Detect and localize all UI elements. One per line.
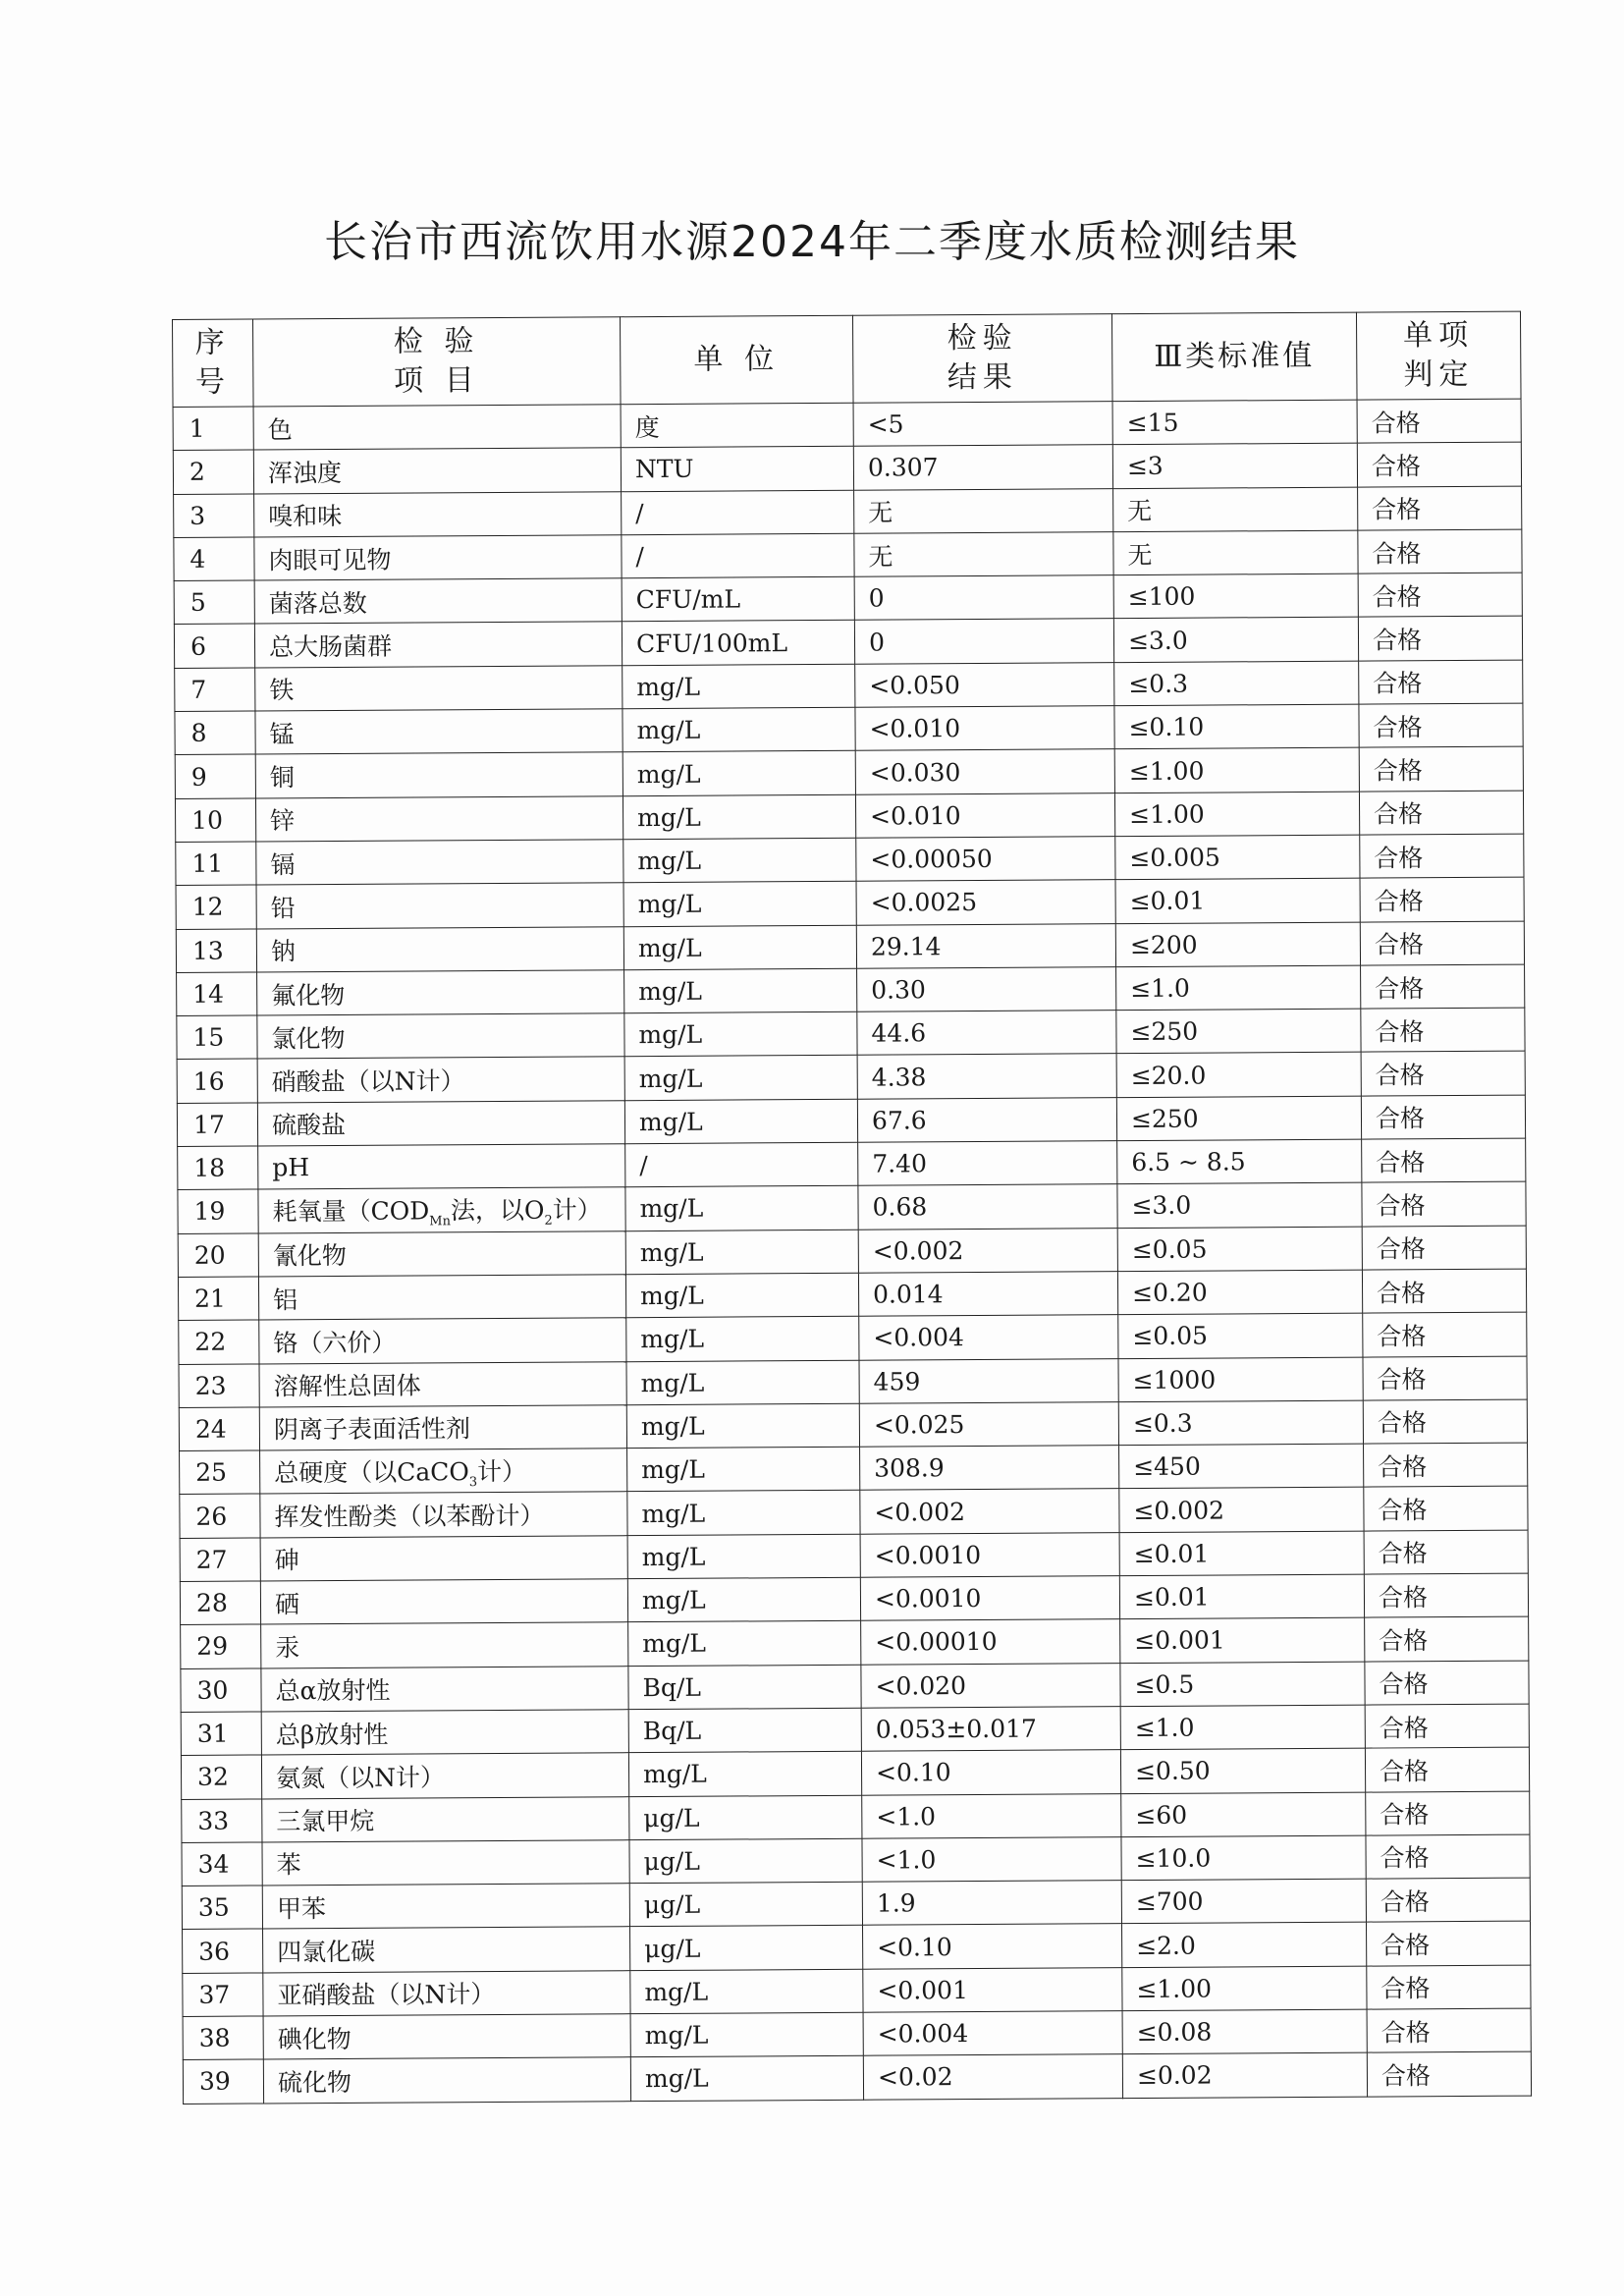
row-unit: mg/L: [623, 838, 856, 883]
row-item: 氨氮（以N计）: [261, 1753, 628, 1799]
row-result: <0.001: [863, 1967, 1122, 2012]
row-unit: mg/L: [630, 2056, 863, 2102]
row-item: [258, 1187, 625, 1233]
row-item: 硝酸盐（以N计）: [257, 1057, 624, 1103]
row-unit: mg/L: [624, 1056, 857, 1101]
row-judge: 合格: [1360, 877, 1524, 921]
row-result: 0.30: [857, 966, 1116, 1011]
row-item: 铝: [258, 1275, 625, 1321]
row-item: 总β放射性: [261, 1710, 628, 1756]
row-no: 7: [175, 668, 255, 712]
row-unit: Bq/L: [628, 1665, 861, 1710]
row-standard: ≤0.005: [1115, 835, 1360, 880]
header-no-line2: 号: [194, 364, 231, 400]
row-item: 锌: [255, 795, 623, 842]
row-item: 溶解性总固体: [259, 1361, 626, 1407]
row-unit: mg/L: [623, 794, 855, 840]
row-judge: 合格: [1367, 1965, 1531, 2009]
row-standard: ≤1.0: [1116, 965, 1361, 1011]
row-item: pH: [258, 1144, 625, 1190]
row-standard: ≤2.0: [1121, 1922, 1366, 1967]
row-result: 7.40: [858, 1141, 1117, 1186]
row-judge: 合格: [1363, 1312, 1527, 1356]
row-judge: 合格: [1363, 1399, 1527, 1444]
row-unit: mg/L: [627, 1491, 860, 1536]
row-standard: ≤0.50: [1120, 1748, 1365, 1793]
item-text: 计）: [552, 1195, 602, 1225]
row-no: 37: [183, 1973, 263, 2017]
item-subscript: 3: [468, 1474, 478, 1490]
row-no: 9: [175, 754, 255, 798]
row-item: 氟化物: [257, 970, 624, 1016]
row-item: 色: [253, 405, 621, 451]
row-no: 26: [180, 1494, 260, 1538]
header-item-line1: 检 验: [393, 324, 480, 359]
row-item: 锰: [255, 709, 623, 755]
row-standard: ≤0.01: [1115, 878, 1360, 923]
row-result: 0.014: [858, 1272, 1117, 1317]
item-text: 计）: [477, 1456, 527, 1486]
row-standard: ≤10.0: [1121, 1835, 1366, 1881]
row-standard: ≤3.0: [1117, 1182, 1362, 1228]
row-no: 39: [183, 2059, 263, 2104]
header-unit: 单 位: [620, 315, 853, 404]
row-unit: mg/L: [626, 1316, 859, 1361]
row-no: 14: [177, 972, 257, 1016]
row-judge: 合格: [1361, 1052, 1525, 1096]
row-judge: 合格: [1364, 1573, 1528, 1617]
row-unit: μg/L: [629, 1838, 862, 1884]
row-unit: 度: [621, 403, 853, 448]
row-result: <0.10: [861, 1750, 1120, 1795]
row-no: 19: [178, 1189, 258, 1233]
row-judge: 合格: [1363, 1356, 1527, 1400]
row-item: 阴离子表面活性剂: [259, 1405, 626, 1451]
row-no: 34: [182, 1842, 262, 1886]
row-standard: 无: [1113, 487, 1358, 532]
row-result: <0.10: [863, 1924, 1122, 1969]
row-judge: 合格: [1365, 1747, 1529, 1791]
row-no: 21: [178, 1277, 258, 1321]
row-result: 44.6: [857, 1011, 1116, 1056]
row-unit: mg/L: [626, 1403, 859, 1449]
row-result: <0.030: [855, 749, 1114, 794]
row-judge: 合格: [1361, 1008, 1525, 1052]
row-no: 24: [179, 1407, 259, 1451]
header-standard: Ⅲ类标准值: [1111, 312, 1357, 402]
row-item: 浑浊度: [253, 448, 621, 494]
row-item: 苯: [262, 1839, 629, 1886]
row-result: <0.020: [861, 1663, 1120, 1708]
row-standard: ≤0.05: [1118, 1313, 1363, 1358]
row-judge: 合格: [1362, 1226, 1526, 1270]
row-item: 硒: [260, 1579, 627, 1625]
row-unit: mg/L: [630, 1969, 863, 2014]
row-judge: 合格: [1360, 834, 1524, 878]
header-item: [253, 317, 622, 407]
row-no: 23: [179, 1364, 259, 1408]
row-unit: CFU/mL: [622, 576, 854, 622]
row-item: 肉眼可见物: [254, 535, 622, 581]
row-standard: ≤0.3: [1118, 1400, 1363, 1446]
row-no: 32: [181, 1755, 261, 1799]
row-judge: 合格: [1367, 2008, 1531, 2052]
row-judge: 合格: [1357, 399, 1521, 443]
row-standard: ≤3: [1112, 443, 1357, 488]
row-no: 30: [181, 1668, 261, 1713]
row-item: 铬（六价）: [259, 1318, 626, 1364]
row-unit: /: [625, 1142, 858, 1187]
row-no: 20: [178, 1233, 258, 1278]
row-no: 8: [175, 711, 255, 755]
header-result-line2: 结果: [947, 359, 1018, 396]
row-item: 铅: [256, 883, 623, 929]
row-judge: 合格: [1358, 486, 1522, 530]
row-item: [260, 1449, 627, 1495]
row-no: 6: [174, 624, 254, 668]
row-result: <0.0010: [860, 1532, 1119, 1577]
row-item: 四氯化碳: [263, 1927, 630, 1973]
row-result: <0.002: [858, 1228, 1117, 1273]
row-standard: ≤0.002: [1119, 1488, 1364, 1533]
row-standard: ≤0.10: [1114, 704, 1359, 749]
row-unit: mg/L: [623, 925, 856, 970]
row-judge: 合格: [1359, 791, 1523, 835]
row-unit: CFU/100mL: [622, 621, 854, 666]
row-item: 硫酸盐: [257, 1100, 624, 1146]
row-standard: ≤0.5: [1120, 1662, 1365, 1707]
row-judge: 合格: [1359, 703, 1523, 747]
row-no: 1: [173, 407, 253, 451]
row-judge: 合格: [1365, 1661, 1529, 1705]
row-judge: 合格: [1357, 442, 1521, 486]
row-no: 38: [183, 2016, 263, 2060]
row-item: 硫化物: [263, 2057, 630, 2104]
row-item: 挥发性酚类（以苯酚计）: [260, 1492, 627, 1538]
row-standard: ≤250: [1116, 1096, 1361, 1141]
row-result: <1.0: [862, 1836, 1121, 1882]
row-unit: mg/L: [628, 1751, 861, 1796]
row-unit: /: [622, 533, 854, 578]
row-unit: mg/L: [623, 882, 856, 927]
row-judge: 合格: [1359, 660, 1523, 704]
row-unit: mg/L: [625, 1273, 858, 1318]
row-standard: ≤0.3: [1114, 661, 1359, 706]
row-item: 总α放射性: [261, 1666, 628, 1712]
row-item: 总大肠菌群: [254, 622, 622, 668]
row-unit: mg/L: [627, 1577, 860, 1622]
row-no: 5: [174, 580, 254, 625]
row-no: 28: [180, 1581, 260, 1625]
row-unit: mg/L: [625, 1186, 858, 1231]
row-standard: ≤3.0: [1113, 618, 1358, 663]
row-standard: ≤450: [1119, 1444, 1364, 1489]
row-standard: 6.5 ~ 8.5: [1117, 1139, 1362, 1184]
row-result: 308.9: [860, 1446, 1119, 1491]
row-judge: 合格: [1366, 1791, 1530, 1835]
row-judge: 合格: [1364, 1530, 1528, 1574]
row-result: <1.0: [862, 1793, 1121, 1838]
row-standard: ≤1000: [1118, 1357, 1363, 1402]
row-unit: mg/L: [626, 1360, 859, 1405]
row-item: 嗅和味: [254, 491, 622, 537]
header-no-line1: 序: [194, 325, 231, 360]
row-standard: ≤700: [1121, 1879, 1366, 1924]
row-judge: 合格: [1367, 2051, 1531, 2096]
row-judge: 合格: [1358, 573, 1522, 617]
row-no: 18: [178, 1146, 258, 1190]
row-result: 0.307: [853, 445, 1112, 490]
row-unit: mg/L: [628, 1621, 861, 1667]
row-no: 15: [177, 1015, 257, 1060]
row-standard: ≤200: [1115, 922, 1360, 967]
row-standard: ≤60: [1121, 1792, 1366, 1837]
document-title: 长治市西流饮用水源2024年二季度水质检测结果: [324, 217, 1300, 267]
row-no: 3: [174, 494, 254, 538]
row-unit: μg/L: [629, 1795, 862, 1840]
row-item: 镉: [256, 840, 623, 886]
row-result: <0.004: [859, 1315, 1118, 1360]
header-item-line2: 项 目: [394, 363, 480, 399]
row-standard: ≤0.02: [1122, 2052, 1367, 2098]
row-result: <0.00010: [861, 1619, 1120, 1665]
row-item: 菌落总数: [254, 578, 622, 625]
row-unit: Bq/L: [628, 1708, 861, 1753]
row-no: 11: [176, 842, 256, 886]
row-standard: ≤0.08: [1122, 2009, 1367, 2054]
row-item: 汞: [261, 1622, 628, 1668]
row-result: 0: [854, 575, 1113, 621]
row-standard: ≤0.20: [1117, 1270, 1362, 1315]
row-result: 1.9: [862, 1881, 1121, 1926]
row-unit: mg/L: [623, 664, 855, 709]
row-no: 13: [176, 929, 256, 973]
item-text: 法，以O: [450, 1195, 545, 1226]
row-item: 甲苯: [262, 1884, 629, 1930]
row-judge: 合格: [1360, 921, 1524, 965]
row-judge: 合格: [1358, 529, 1522, 574]
row-standard: ≤0.01: [1119, 1574, 1364, 1619]
row-item: 碘化物: [263, 2014, 630, 2060]
row-unit: mg/L: [627, 1534, 860, 1579]
row-judge: 合格: [1365, 1704, 1529, 1748]
row-judge: 合格: [1358, 617, 1522, 661]
row-judge: 合格: [1359, 746, 1523, 791]
row-item: 三氯甲烷: [262, 1796, 629, 1842]
row-unit: μg/L: [629, 1882, 862, 1927]
row-no: 33: [182, 1798, 262, 1842]
row-result: 0.053±0.017: [861, 1707, 1120, 1752]
item-text: 耗氧量（COD: [272, 1196, 430, 1227]
row-judge: 合格: [1361, 1095, 1525, 1139]
row-judge: 合格: [1366, 1878, 1530, 1922]
row-judge: 合格: [1362, 1138, 1526, 1182]
row-judge: 合格: [1361, 964, 1525, 1009]
row-judge: 合格: [1365, 1616, 1529, 1661]
row-no: 2: [173, 450, 253, 494]
row-unit: mg/L: [630, 2012, 863, 2057]
row-no: 36: [183, 1929, 263, 1973]
row-no: 31: [181, 1712, 261, 1756]
row-result: <0.00050: [856, 837, 1115, 882]
row-no: 16: [177, 1059, 257, 1103]
row-judge: 合格: [1362, 1181, 1526, 1226]
row-no: 10: [175, 798, 255, 843]
row-item: 砷: [260, 1535, 627, 1581]
row-unit: mg/L: [624, 1011, 857, 1057]
row-item: 氯化物: [257, 1013, 624, 1060]
row-item: 氰化物: [258, 1230, 625, 1277]
row-no: 17: [177, 1103, 257, 1147]
row-item: 亚硝酸盐（以N计）: [263, 1970, 630, 2016]
row-unit: NTU: [621, 447, 853, 492]
row-unit: mg/L: [623, 751, 855, 796]
row-result: 29.14: [856, 923, 1115, 968]
row-item: 铁: [255, 665, 623, 711]
row-result: <0.010: [855, 706, 1114, 751]
row-no: 29: [181, 1624, 261, 1668]
row-no: 4: [174, 537, 254, 581]
row-unit: mg/L: [627, 1447, 860, 1492]
row-unit: mg/L: [624, 1099, 857, 1144]
row-result: 0.68: [858, 1184, 1117, 1230]
row-standard: ≤20.0: [1116, 1053, 1361, 1098]
row-standard: ≤1.0: [1120, 1705, 1365, 1750]
header-no: [173, 319, 254, 407]
row-standard: ≤100: [1113, 574, 1358, 619]
item-subscript: Mn: [429, 1214, 452, 1230]
row-no: 25: [180, 1450, 260, 1495]
row-unit: μg/L: [630, 1926, 863, 1971]
row-result: 459: [859, 1358, 1118, 1403]
row-result: <0.050: [855, 662, 1114, 707]
row-judge: 合格: [1362, 1269, 1526, 1313]
row-result: <0.025: [859, 1401, 1118, 1447]
row-result: 无: [854, 488, 1113, 533]
header-judge: [1356, 311, 1521, 400]
header-result: [852, 314, 1112, 404]
row-no: 27: [180, 1538, 260, 1582]
row-result: <0.0025: [856, 880, 1115, 925]
item-text: 总硬度（以CaCO: [274, 1456, 469, 1488]
row-standard: ≤0.01: [1119, 1531, 1364, 1576]
header-judge-line2: 判定: [1403, 356, 1475, 393]
row-result: <0.0010: [860, 1576, 1119, 1621]
row-unit: mg/L: [623, 707, 855, 752]
row-unit: /: [622, 490, 854, 535]
row-result: 无: [854, 532, 1113, 577]
row-standard: ≤250: [1116, 1009, 1361, 1054]
item-subscript: 2: [544, 1213, 553, 1229]
table-header-row: [173, 311, 1522, 407]
row-standard: ≤0.001: [1120, 1617, 1365, 1663]
row-result: 4.38: [857, 1054, 1116, 1099]
row-item: 铜: [255, 752, 623, 798]
table-row: [183, 2051, 1531, 2104]
row-standard: 无: [1113, 530, 1358, 575]
row-no: 22: [179, 1320, 259, 1364]
row-unit: mg/L: [624, 968, 857, 1013]
row-unit: mg/L: [625, 1230, 858, 1275]
row-result: 0: [854, 619, 1113, 664]
row-judge: 合格: [1364, 1487, 1528, 1531]
row-standard: ≤1.00: [1114, 792, 1359, 837]
row-judge: 合格: [1364, 1443, 1528, 1487]
water-quality-table: [172, 311, 1532, 2105]
header-judge-line1: 单项: [1403, 317, 1475, 354]
row-judge: 合格: [1366, 1834, 1530, 1879]
row-no: 35: [182, 1886, 262, 1930]
row-result: <0.002: [860, 1489, 1119, 1534]
row-standard: ≤1.00: [1122, 1966, 1367, 2011]
row-result: 67.6: [857, 1097, 1116, 1142]
row-standard: ≤1.00: [1114, 747, 1359, 793]
row-result: <5: [853, 402, 1112, 447]
row-standard: ≤0.05: [1117, 1227, 1362, 1272]
row-item: 钠: [256, 926, 623, 972]
row-result: <0.010: [855, 793, 1114, 838]
row-result: <0.004: [863, 2011, 1122, 2056]
row-standard: ≤15: [1112, 400, 1357, 445]
row-judge: 合格: [1366, 1921, 1530, 1965]
header-result-line1: 检验: [947, 320, 1018, 356]
row-result: <0.02: [863, 2054, 1122, 2100]
row-no: 12: [176, 885, 256, 929]
